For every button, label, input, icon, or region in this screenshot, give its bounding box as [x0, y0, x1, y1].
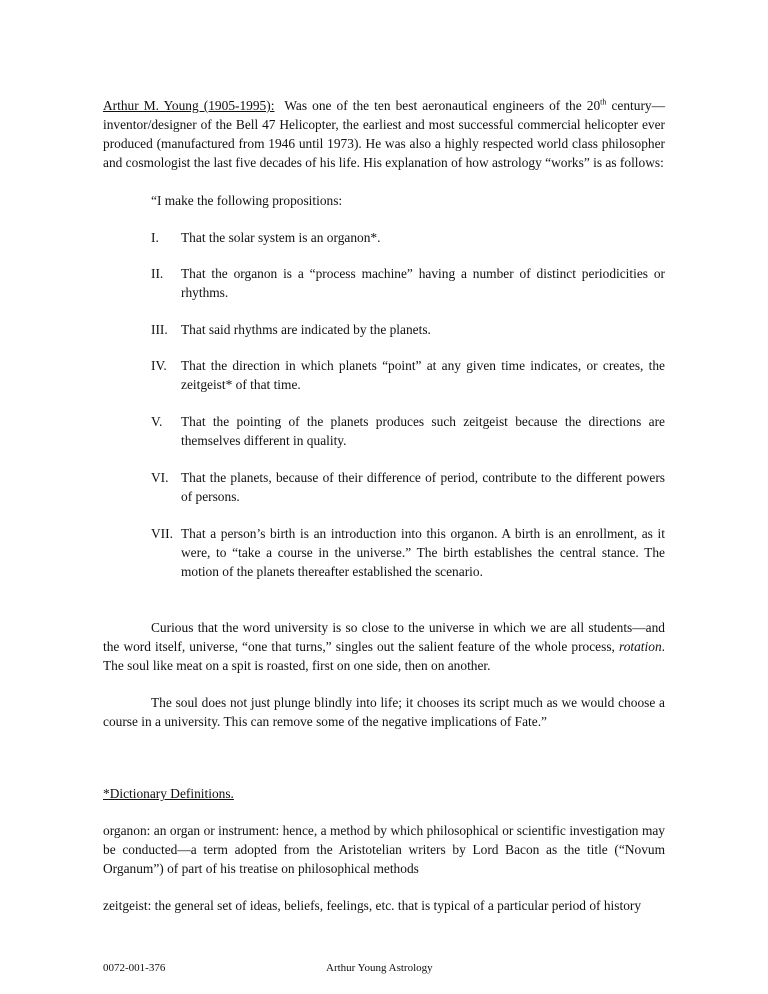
proposition-item: VII. That a person’s birth is an introduction into this organon. A birth is an enrollment, as it were, to “take a course in the universe.” The birth establishes the central stance. The motion of the planets thereafter established the scenario.: [151, 526, 665, 579]
proposition-item: VI. That the planets, because of their difference of period, contribute to the different powers of persons.: [151, 470, 665, 504]
intro-heading: Arthur M. Young (1905-1995):: [103, 98, 275, 113]
proposition-item: IV. That the direction in which planets “point” at any given time indicates, or creates, the zeitgeist* of that time.: [151, 358, 665, 392]
footer-title: Arthur Young Astrology: [326, 962, 433, 974]
proposition-item: V. That the pointing of the planets produces such zeitgeist because the directions are themselves different in quality.: [151, 414, 665, 448]
university-paragraph: Curious that the word university is so close to the universe in which we are all students—and the word itself, universe, “one that turns,” singles out the salient feature of the whole process, rotation. The soul like meat on a spit is roasted, first on one side, then on another.: [103, 620, 665, 673]
soul-paragraph: The soul does not just plunge blindly into life; it chooses its script much as we would choose a course in a university. This can remove some of the negative implications of Fate.”: [103, 695, 665, 729]
proposition-item: II. That the organon is a “process machine” having a number of distinct periodicities or rhythms.: [151, 266, 665, 300]
zeitgeist-definition: zeitgeist: the general set of ideas, beliefs, feelings, etc. that is typical of a particular period of history: [103, 898, 642, 913]
proposition-item: I. That the solar system is an organon*.: [151, 230, 381, 245]
quote-intro: “I make the following propositions:: [151, 193, 343, 208]
footer-doc-number: 0072-001-376: [103, 962, 166, 974]
dictionary-heading: *Dictionary Definitions.: [103, 786, 234, 801]
organon-definition: organon: an organ or instrument: hence, a method by which philosophical or scientific investigation may be conducted—a term adopted from the Aristotelian writers by Lord Bacon as the title (“Novum Organum”) of part of his treatise on philosophical methods: [103, 823, 665, 876]
proposition-item: III. That said rhythms are indicated by the planets.: [151, 322, 431, 337]
intro-paragraph: Arthur M. Young (1905-1995): Was one of the ten best aeronautical engineers of the 20th century—inventor/designer of the Bell 47 Helicopter, the earliest and most successful commercial helicopter ever produced (manufactured from 1946 until 1973). He was also a highly respected world class philosopher and cosmologist the last five decades of his life. His explanation of how astrology “works” is as follows:: [103, 97, 666, 170]
